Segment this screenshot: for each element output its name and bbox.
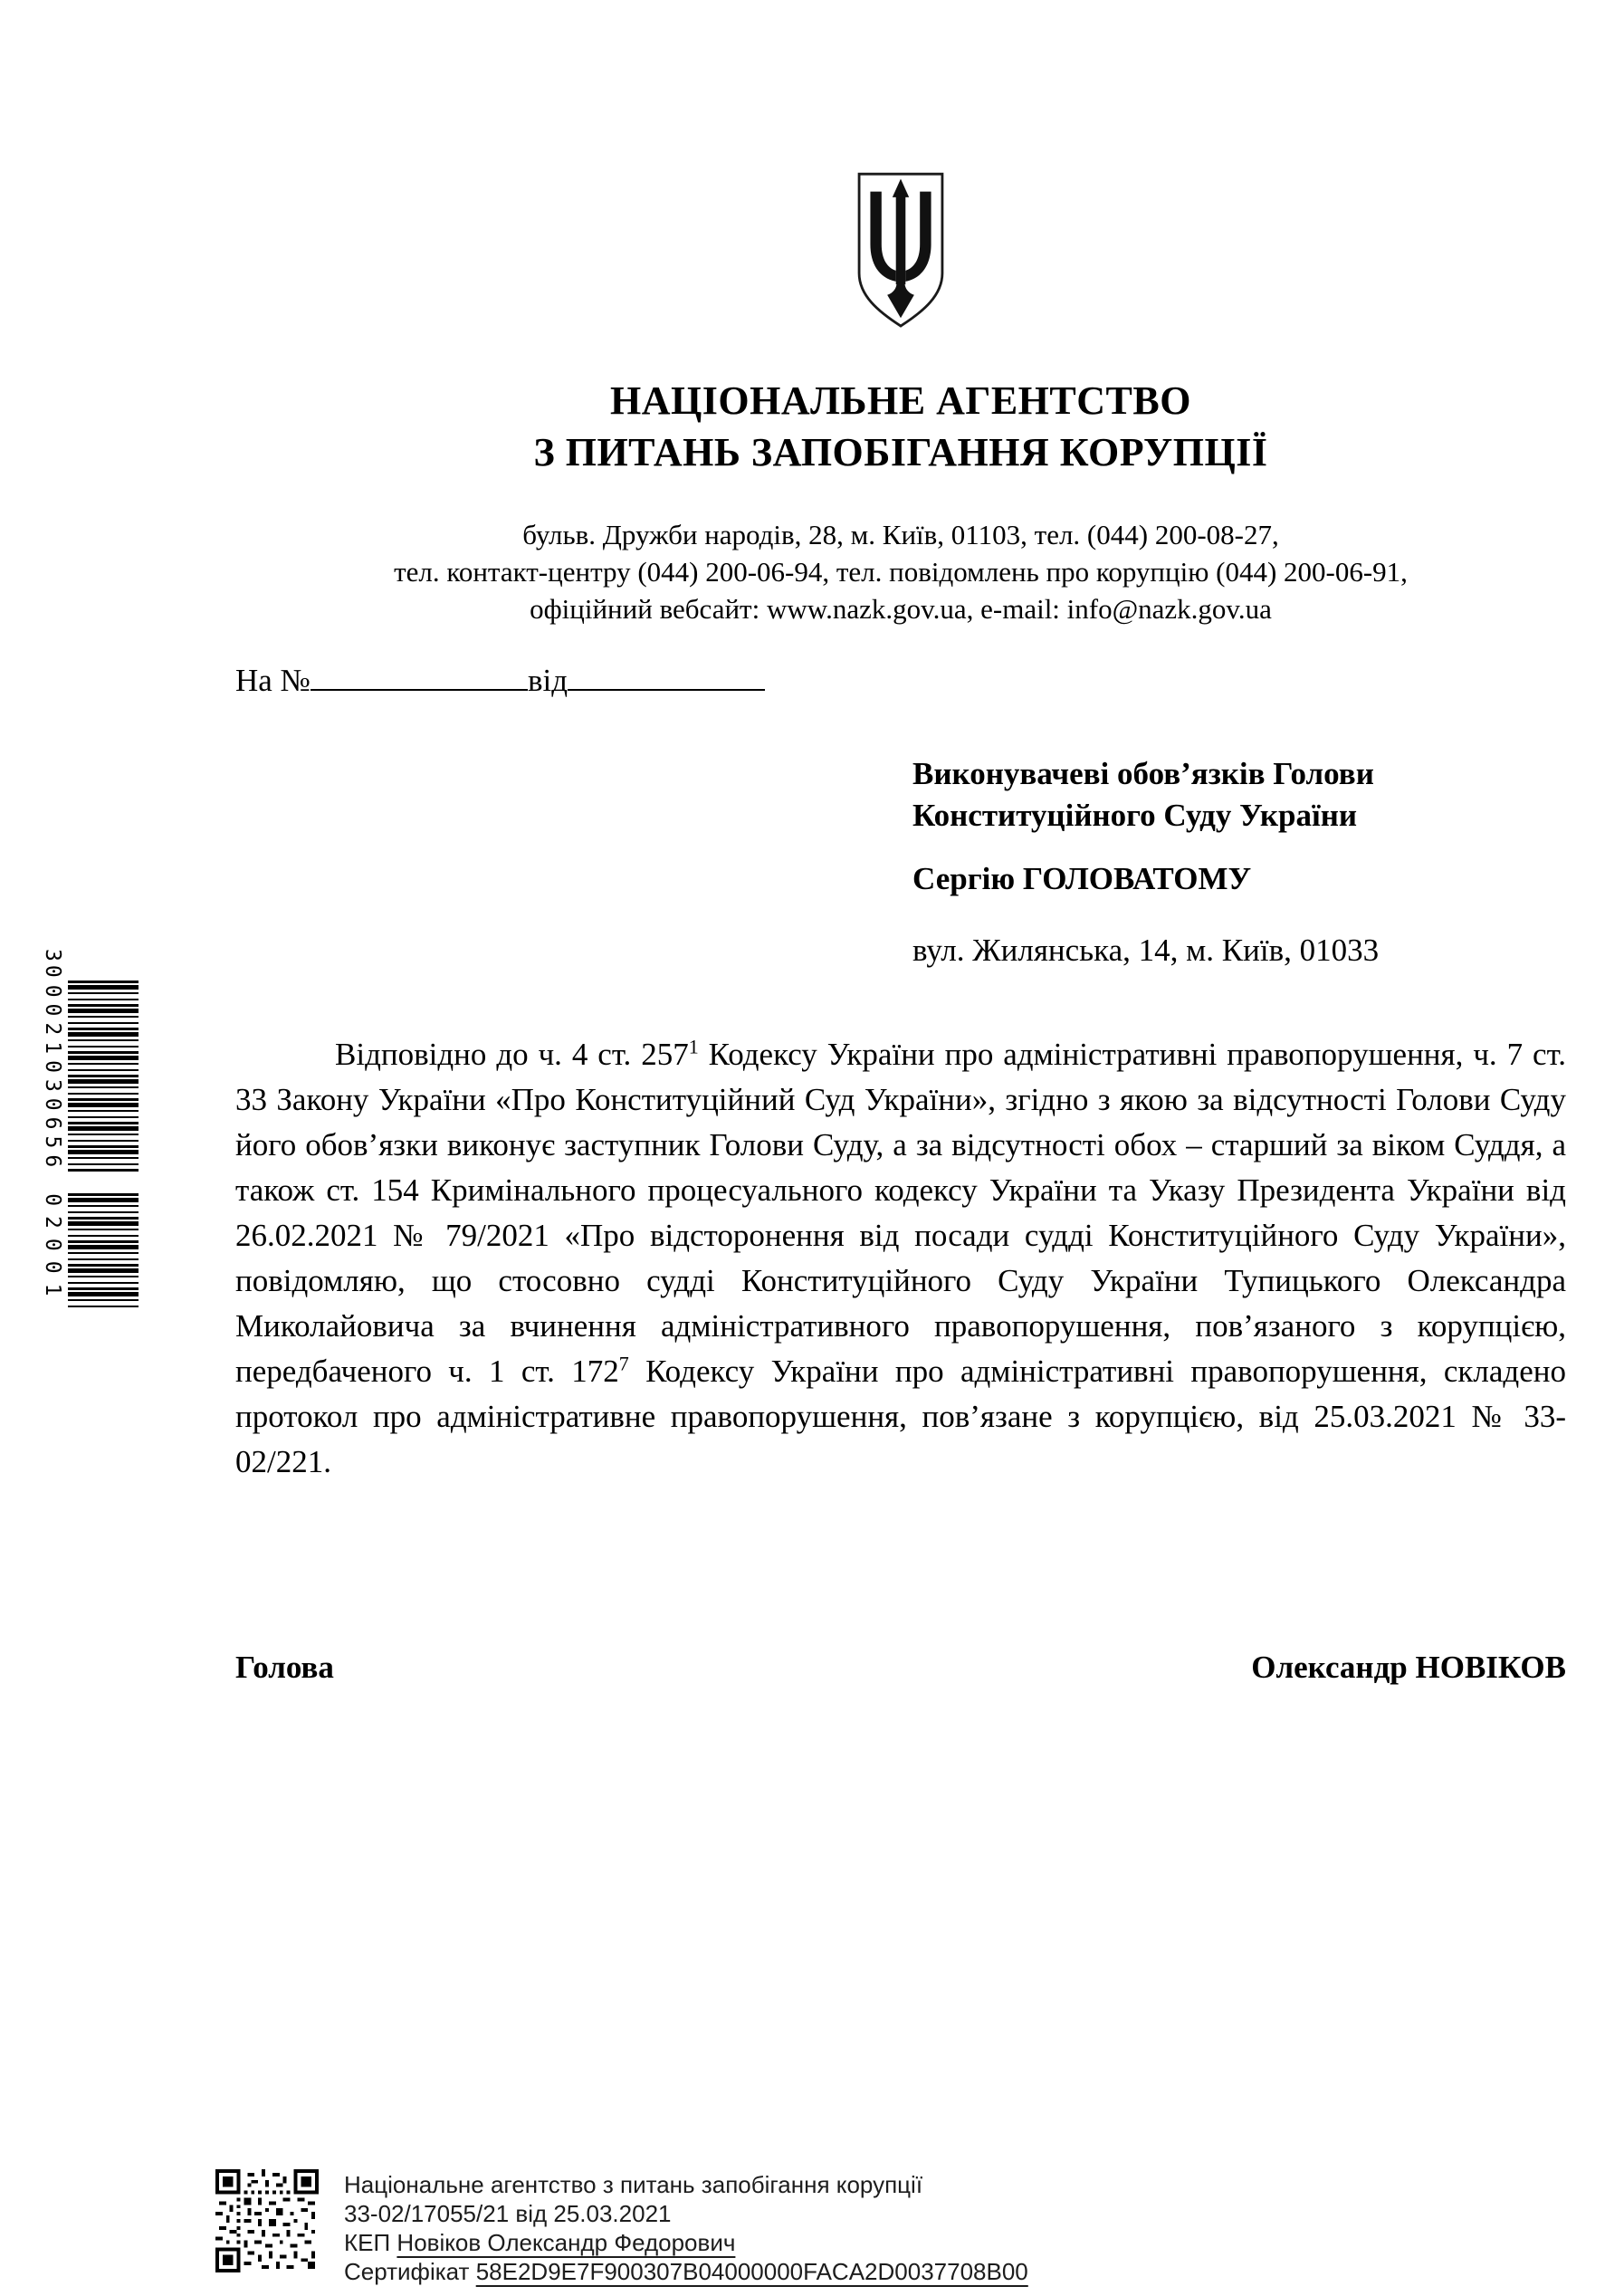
body-paragraph <box>235 1032 1566 1485</box>
recipient-title-line1: Виконувачеві обов’язків Голови <box>912 756 1374 791</box>
reference-line <box>235 657 765 699</box>
barcode-number-group1: 30 <box>41 949 64 981</box>
body-text-2: Кодексу України про адміністративні правопорушення, ч. 7 ст. 33 Закону України «Про Конституційний Суд України», згідно з якою за відсутності Голови Суду його обов’язки виконує заступник Голови Суду, а за відсутності обох – старший за віком Суддя, а також ст. 154 Кримінального процесуального кодексу України та Указу Президента України від 26.02.2021 № 79/2021 «Про відсторонення від посади судді Конституційного Суду України», повідомляю, що стосовно судді Конституційного Суду України Тупицького Олександра Миколайовича за вчинення адміністративного правопорушення, пов’язаного з корупцією, передбаченого ч. 1 ст. 172 <box>235 1037 1566 1389</box>
barcode-segment-2 <box>68 1193 139 1307</box>
signature-title: Голова <box>235 1650 334 1685</box>
barcode-number-group3: 02001 <box>41 1193 64 1306</box>
stamp-signer-name: Новіков Олександр Федорович <box>396 2229 736 2256</box>
esignature-stamp <box>215 2169 1028 2286</box>
org-name-line1: НАЦІОНАЛЬНЕ АГЕНТСТВО <box>610 378 1191 423</box>
reference-prefix: На № <box>235 663 310 698</box>
stamp-doc-number-line: 33-02/17055/21 від 25.03.2021 <box>344 2200 672 2227</box>
stamp-kep-prefix: КЕП <box>344 2229 391 2256</box>
signature-name: Олександр НОВІКОВ <box>1251 1650 1566 1685</box>
vertical-barcode <box>37 949 139 1311</box>
stamp-certificate-prefix: Сертифікат <box>344 2258 470 2285</box>
reference-middle: від <box>527 663 568 698</box>
org-name <box>235 375 1566 478</box>
org-address-line3: офіційний вебсайт: www.nazk.gov.ua, e-mail: info@nazk.gov.ua <box>530 593 1272 625</box>
stamp-certificate-number: 58E2D9E7F900307B04000000FACA2D0037708B00 <box>475 2258 1028 2285</box>
stamp-org-line: Національне агентство з питань запобігання корупції <box>344 2171 923 2198</box>
org-address <box>235 516 1566 627</box>
barcode-number-group2: 0021030656 <box>41 984 64 1174</box>
barcode-number <box>37 949 68 1311</box>
stamp-certificate-line <box>344 2257 1028 2286</box>
org-name-line2: З ПИТАНЬ ЗАПОБІГАННЯ КОРУПЦІЇ <box>533 430 1268 474</box>
superscript-7: 7 <box>618 1352 629 1375</box>
recipient-title-line2: Конституційного Суду України <box>912 798 1358 833</box>
signature-row <box>235 1650 1566 1686</box>
org-address-line1: бульв. Дружби народів, 28, м. Київ, 01103, тел. (044) 200-08-27, <box>522 519 1279 550</box>
blank-line-number <box>310 657 528 691</box>
barcode-bars <box>68 949 139 1311</box>
stamp-kep-line <box>344 2228 1028 2257</box>
ukraine-trident-emblem-icon <box>853 170 949 331</box>
superscript-1: 1 <box>688 1035 699 1058</box>
recipient-name: Сергію ГОЛОВАТОМУ <box>912 861 1252 896</box>
barcode-segment-1 <box>68 981 139 1172</box>
body-text-1: Відповідно до ч. 4 ст. 257 <box>335 1037 689 1072</box>
blank-line-date <box>568 657 765 691</box>
recipient-address: вул. Жилянська, 14, м. Київ, 01033 <box>912 933 1380 968</box>
qr-code-icon <box>215 2169 319 2277</box>
recipient-block <box>912 753 1582 971</box>
body-text-3: Кодексу України про адміністративні правопорушення, складено протокол про адміністративне правопорушення, пов’язане з корупцією, від 25.03.2021 № 33-02/221. <box>235 1354 1566 1479</box>
org-address-line2: тел. контакт-центру (044) 200-06-94, тел. повідомлень про корупцію (044) 200-06-91, <box>394 556 1408 588</box>
